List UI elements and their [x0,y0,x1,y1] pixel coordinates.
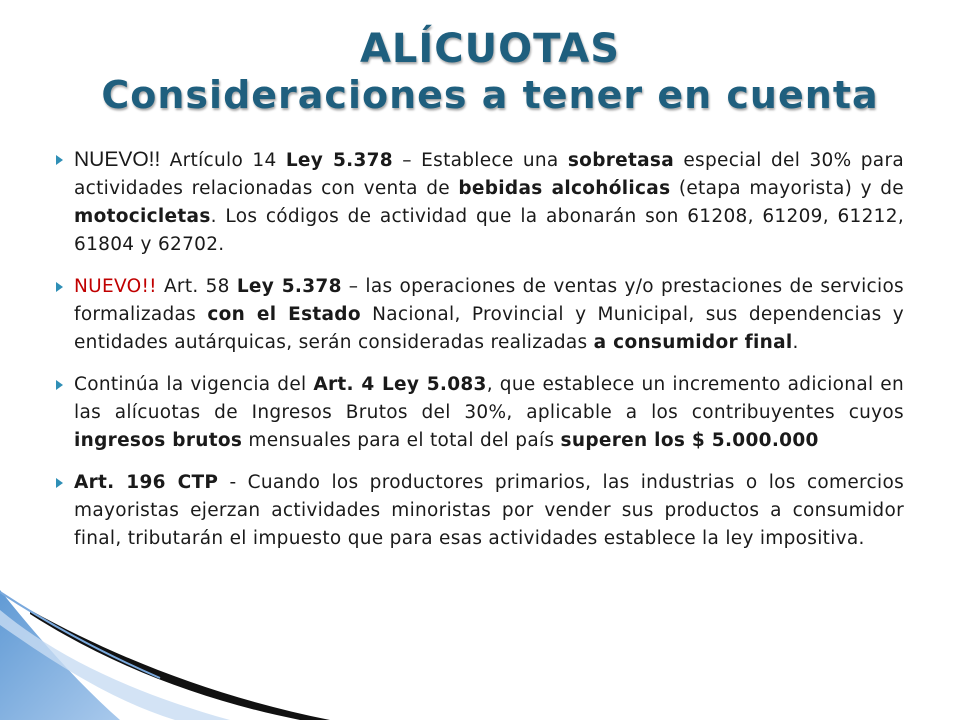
bullet-list [56,146,904,567]
slide-title [60,26,920,118]
title-line-1: ALÍCUOTAS [359,26,621,72]
bullet-bold-text: ingresos brutos [74,430,243,451]
bullet-bold-text: con el Estado [207,304,361,325]
nuevo-label: NUEVO!! [74,148,161,171]
title-line-2: Consideraciones a tener en cuenta [101,73,879,117]
nuevo-label-red: NUEVO!! [74,276,157,297]
bullet-arrow-icon [56,155,63,165]
bullet-item-4 [56,469,904,553]
bullet-text: mensuales para el total del país [242,430,561,451]
bullet-text: Artículo 14 [160,150,286,171]
bullet-text: especial del 30% para actividades relacionadas con venta de [74,150,904,199]
bullet-item-2 [56,273,904,357]
bullet-text: Nacional, Provincial y Municipal, sus dependencias y entidades autárquicas, serán consideradas realizadas [74,304,905,353]
bullet-bold-text: sobretasa [567,150,675,171]
corner-wave-decoration [0,590,340,720]
bullet-text: . [792,332,799,353]
bullet-text: - Cuando los productores primarios, las industrias o los comercios mayoristas ejerzan actividades minoristas por vender sus productos a consumidor final, tributarán el impuesto que para esas actividades establece la ley impositiva. [74,472,905,549]
bullet-bold-text: bebidas alcohólicas [458,178,671,199]
bullet-arrow-icon [56,282,63,292]
bullet-text: . Los códigos de actividad que la abonarán son 61208, 61209, 61212, 61804 y 62702. [74,206,904,255]
bullet-arrow-icon [56,478,63,488]
bullet-bold-text: motocicletas [74,206,211,227]
bullet-text: – Establece una [393,150,568,171]
bullet-text: , que establece un incremento adicional en las alícuotas de Ingresos Brutos del 30%, aplicable a los contribuyentes cuyos [74,374,904,423]
bullet-arrow-icon [56,380,63,390]
bullet-bold-text: Art. 4 Ley 5.083 [313,374,487,395]
bullet-item-1 [56,146,904,259]
bullet-bold-text: Art. 196 CTP [74,472,219,493]
bullet-text: Continúa la vigencia del [74,374,314,395]
bullet-item-3 [56,371,904,455]
bullet-bold-text: a consumidor final [593,332,793,353]
bullet-text: Art. 58 [156,276,237,297]
bullet-text: – las operaciones de ventas y/o prestaciones de servicios formalizadas [74,276,904,325]
bullet-bold-text: superen los $ 5.000.000 [560,430,819,451]
bullet-text: (etapa mayorista) y de [670,178,904,199]
bullet-bold-text: Ley 5.378 [236,276,342,297]
bullet-bold-text: Ley 5.378 [285,150,393,171]
